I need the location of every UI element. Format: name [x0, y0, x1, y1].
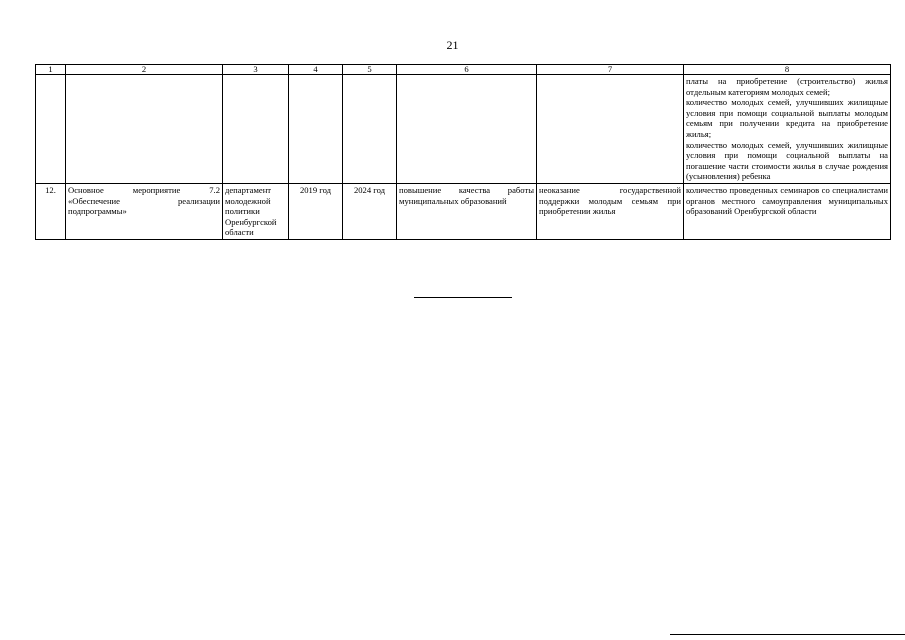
- indicator-line: количество молодых семей, улучшивших жилищные условия при помощи социальной выплаты на погашение части стоимости жилья в случае рождения (усыновления) ребенка: [686, 139, 888, 182]
- table-row-continuation: [36, 75, 891, 184]
- cell-expected-result: повышение качества работы муниципальных образований: [397, 183, 537, 239]
- cell-indicator: количество проведенных семинаров со специалистами органов местного самоуправления муниципальных образований Оренбургской области: [684, 183, 891, 239]
- header-col-5: 5: [343, 65, 397, 75]
- table-row-12: [36, 183, 891, 239]
- header-row: [36, 65, 891, 75]
- header-col-8: 8: [684, 65, 891, 75]
- cell-consequence: неоказание государственной поддержки молодым семьям при приобретении жилья: [537, 183, 684, 239]
- cell-empty: [66, 75, 223, 184]
- cell-measure-name: Основное мероприятие 7.2 «Обеспечение реализации подпрограммы»: [66, 183, 223, 239]
- header-col-3: 3: [223, 65, 289, 75]
- measures-table: [35, 64, 891, 240]
- cell-empty: [36, 75, 66, 184]
- cell-executor: департамент молодежной политики Оренбургской области: [223, 183, 289, 239]
- indicator-line: платы на приобретение (строительство) жилья отдельным категориям молодых семей;: [686, 76, 888, 97]
- end-separator-line: [414, 297, 512, 298]
- cell-empty: [397, 75, 537, 184]
- header-col-1: 1: [36, 65, 66, 75]
- cell-empty: [537, 75, 684, 184]
- header-col-6: 6: [397, 65, 537, 75]
- page-number: 21: [446, 38, 459, 52]
- cell-start-year: 2019 год: [289, 183, 343, 239]
- cell-empty: [343, 75, 397, 184]
- cell-end-year: 2024 год: [343, 183, 397, 239]
- cell-row-number: 12.: [36, 183, 66, 239]
- header-col-7: 7: [537, 65, 684, 75]
- indicator-line: количество молодых семей, улучшивших жилищные условия при помощи социальной выплаты молодым семьям при получении кредита на приобретение жилья;: [686, 97, 888, 139]
- bottom-edge-line: [670, 634, 905, 635]
- cell-empty: [289, 75, 343, 184]
- cell-empty: [223, 75, 289, 184]
- cell-indicators-continued: [684, 75, 891, 184]
- header-col-2: 2: [66, 65, 223, 75]
- header-col-4: 4: [289, 65, 343, 75]
